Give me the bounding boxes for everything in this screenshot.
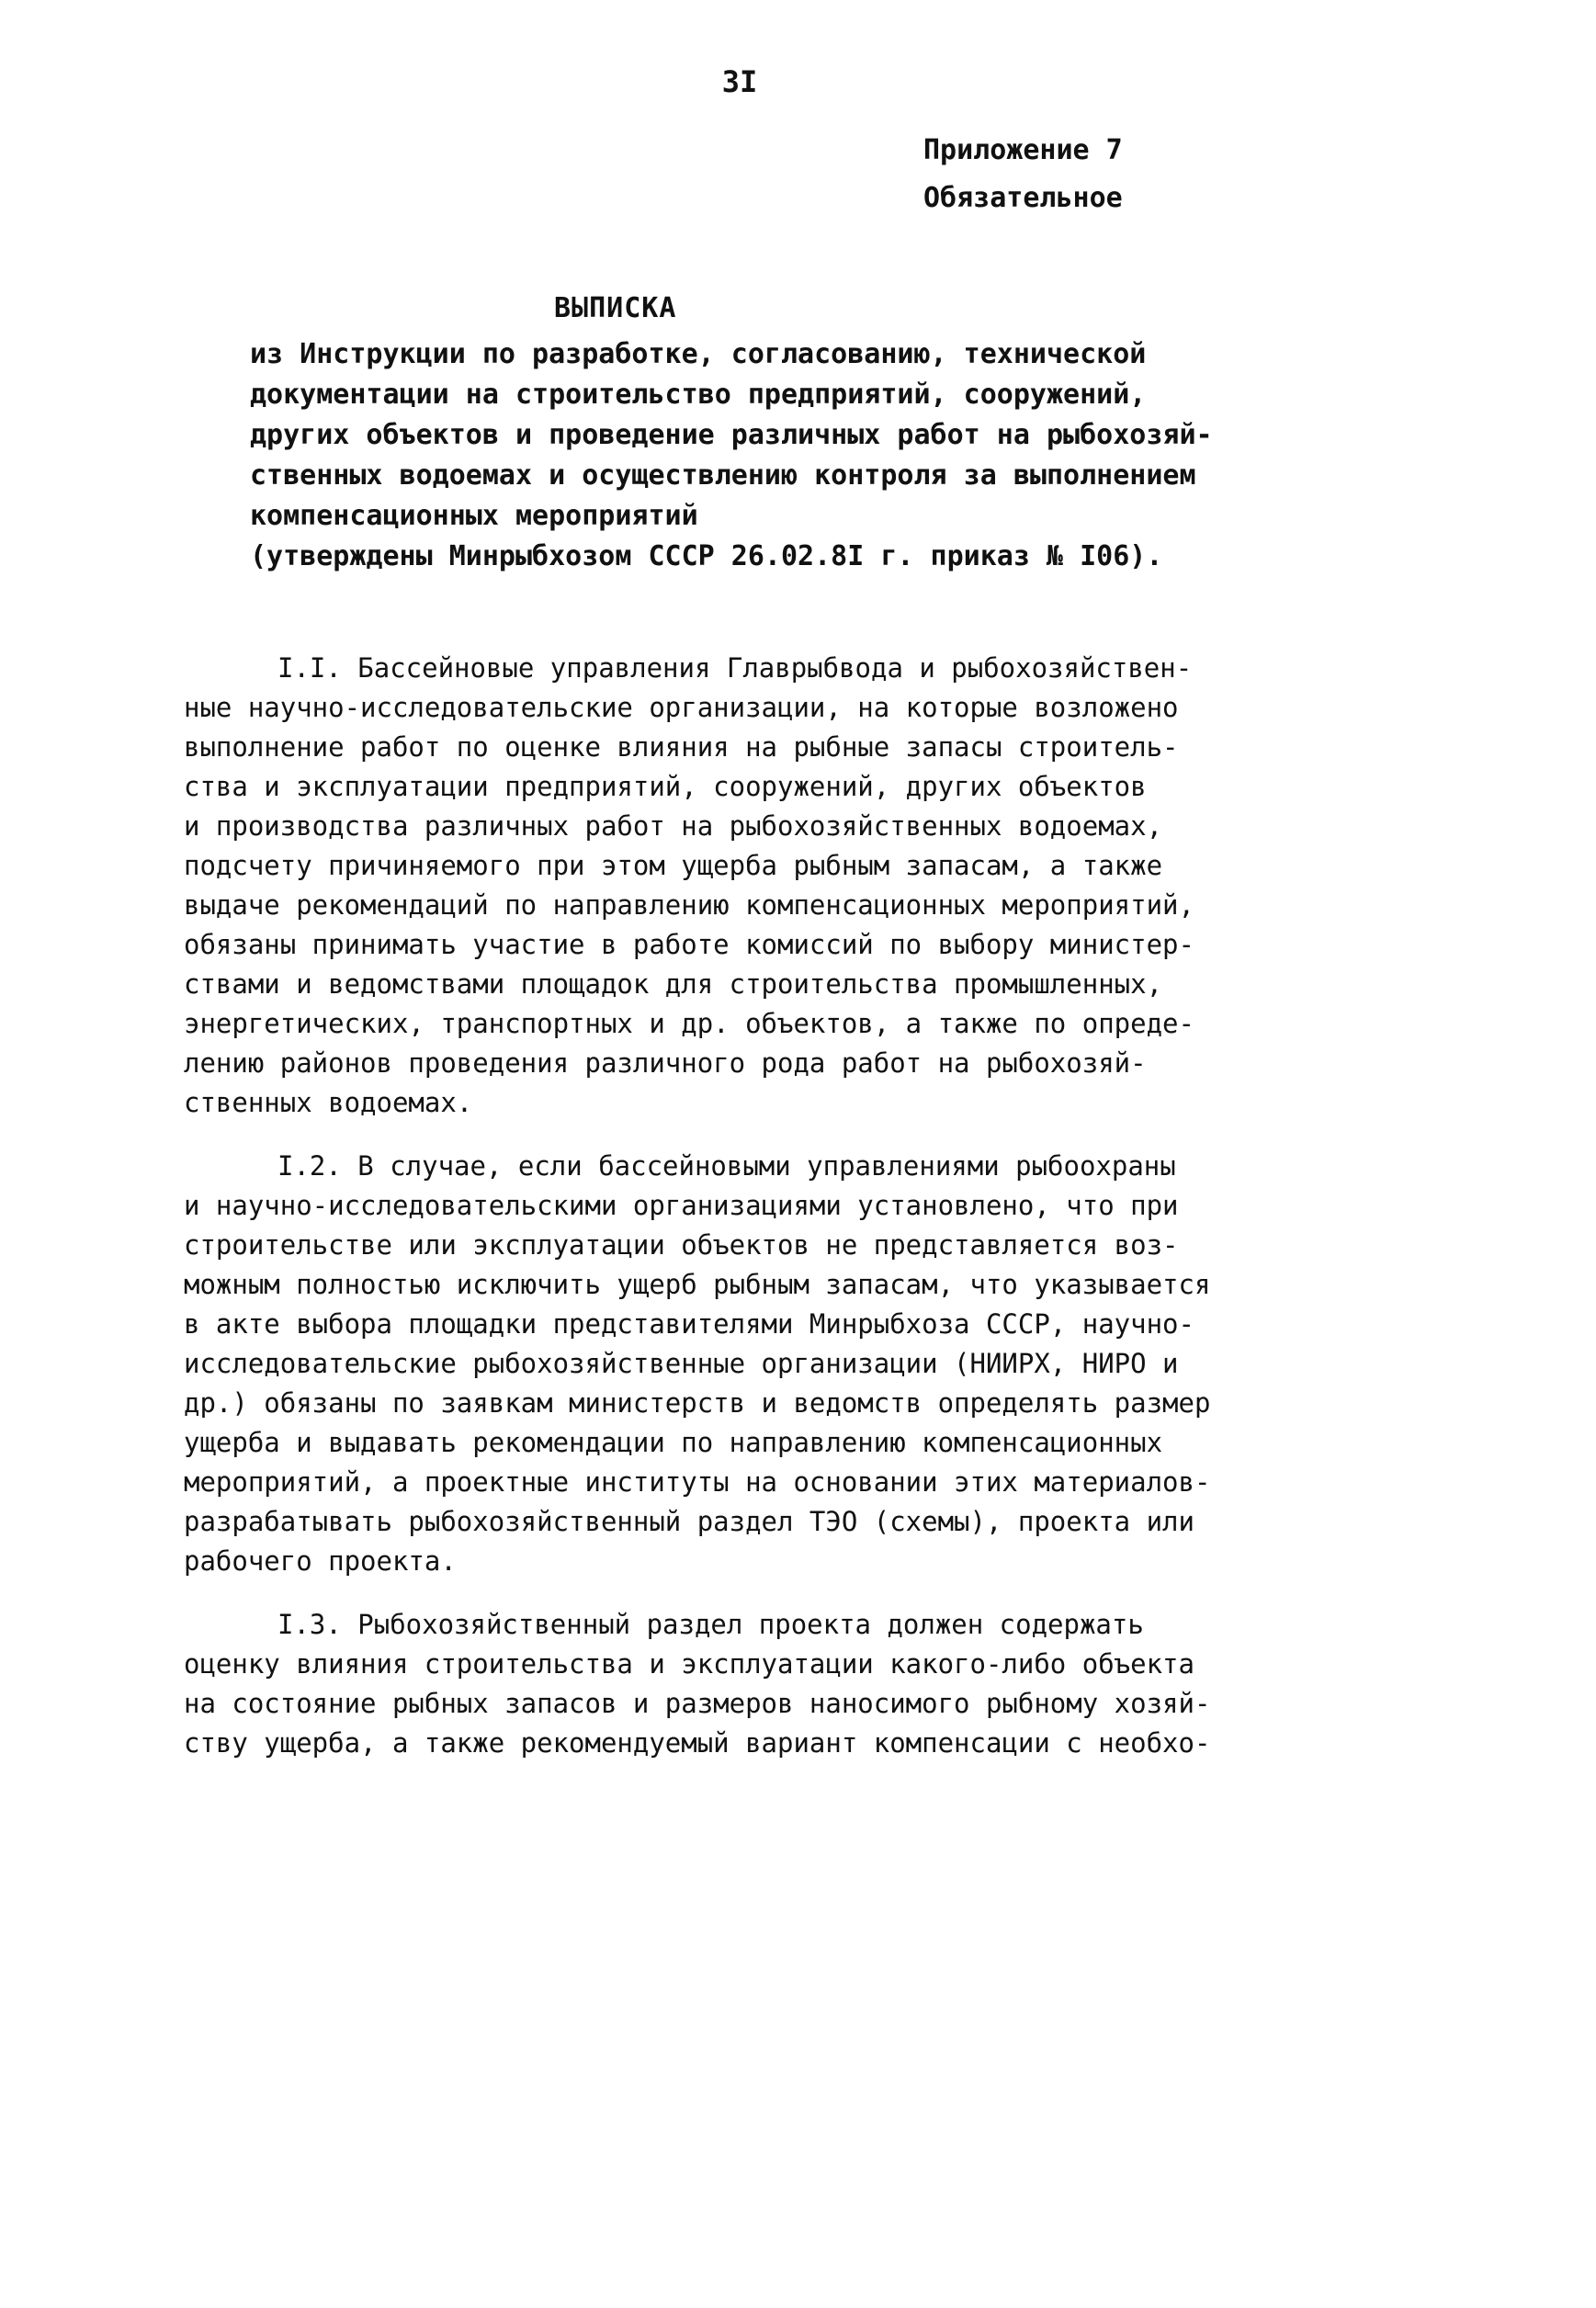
extract-title: ВЫПИСКА [554, 292, 677, 324]
paragraph-gap [184, 1581, 1268, 1605]
text-line: и научно-исследовательскими организациями установлено, что при [184, 1190, 1179, 1221]
paragraph-1-3 [184, 1605, 1268, 1763]
text-line: мероприятий, а проектные институты на основании этих материалов- [184, 1466, 1211, 1498]
text-line: ственных водоемах. [184, 1087, 473, 1118]
text-line: лению районов проведения различного рода работ на рыбохозяй- [184, 1047, 1147, 1079]
text-line: ущерба и выдавать рекомендации по направлению компенсационных [184, 1427, 1163, 1458]
header-line: из Инструкции по разработке, согласованию, технической [250, 338, 1147, 370]
text-line: оценку влияния строительства и эксплуатации какого-либо объекта [184, 1648, 1194, 1680]
appendix-status: Обязательное [923, 182, 1123, 214]
text-line: строительстве или эксплуатации объектов не представляется воз- [184, 1229, 1179, 1261]
text-line: на состояние рыбных запасов и размеров наносимого рыбному хозяй- [184, 1688, 1211, 1719]
text-line: выполнение работ по оценке влияния на рыбные запасы строитель- [184, 731, 1179, 763]
text-line: рабочего проекта. [184, 1545, 457, 1577]
text-line: ствами и ведомствами площадок для строительства промышленных, [184, 968, 1163, 1000]
text-line: обязаны принимать участие в работе комиссий по выбору министер- [184, 929, 1194, 960]
text-line: энергетических, транспортных и др. объектов, а также по опреде- [184, 1008, 1194, 1039]
header-line: компенсационных мероприятий [250, 500, 698, 532]
text-line: в акте выбора площадки представителями Минрыбхоза СССР, научно- [184, 1308, 1194, 1340]
text-line: ные научно-исследовательские организации, на которые возложено [184, 692, 1179, 723]
text-line: можным полностью исключить ущерб рыбным запасам, что указывается [184, 1269, 1211, 1300]
header-line: (утверждены Минрыбхозом СССР 26.02.8I г. приказ № I06). [250, 540, 1163, 572]
paragraph-1-2 [184, 1147, 1268, 1581]
text-line: I.I. Бассейновые управления Главрыбвода и рыбохозяйствен- [277, 652, 1193, 684]
paragraph-1-1 [184, 649, 1268, 1123]
text-line: др.) обязаны по заявкам министерств и ведомств определять размер [184, 1387, 1211, 1419]
page-number: 3I [721, 64, 758, 99]
header-line: ственных водоемах и осуществлению контроля за выполнением [250, 459, 1196, 492]
header-line: документации на строительство предприятий, сооружений, [250, 379, 1147, 411]
extract-source-description [250, 334, 1297, 577]
body-text [184, 649, 1268, 1763]
text-line: ству ущерба, а также рекомендуемый вариант компенсации с необхо- [184, 1727, 1211, 1759]
text-line: выдаче рекомендаций по направлению компенсационных мероприятий, [184, 889, 1194, 921]
text-line: разрабатывать рыбохозяйственный раздел ТЭО (схемы), проекта или [184, 1506, 1194, 1537]
paragraph-gap [184, 1123, 1268, 1147]
text-line: исследовательские рыбохозяйственные организации (НИИРХ, НИРО и [184, 1348, 1179, 1379]
appendix-label [923, 127, 1123, 222]
header-line: других объектов и проведение различных работ на рыбохозяй- [250, 419, 1213, 451]
appendix-number: Приложение 7 [923, 134, 1123, 166]
text-line: I.3. Рыбохозяйственный раздел проекта должен содержать [277, 1609, 1144, 1640]
text-line: I.2. В случае, если бассейновыми управлениями рыбоохраны [277, 1150, 1176, 1182]
text-line: и производства различных работ на рыбохозяйственных водоемах, [184, 810, 1163, 842]
text-line: подсчету причиняемого при этом ущерба рыбным запасам, а также [184, 850, 1163, 881]
text-line: ства и эксплуатации предприятий, сооружений, других объектов [184, 771, 1147, 802]
